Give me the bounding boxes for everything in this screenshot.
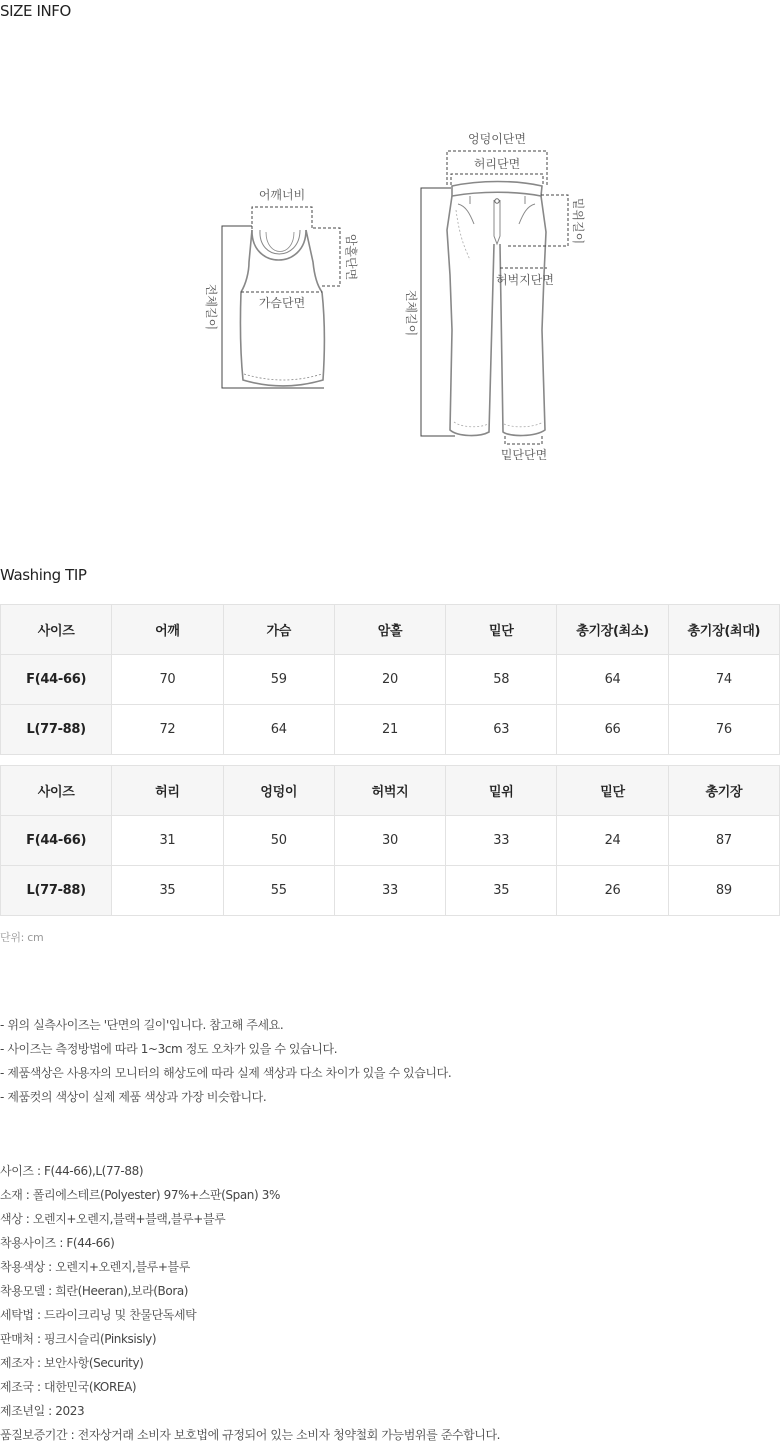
table-row-size: F(44-66)	[1, 816, 112, 866]
table-header-cell: 밑위	[446, 766, 557, 816]
table-cell: 70	[112, 655, 223, 705]
unit-note: 단위: cm	[0, 931, 44, 944]
table-cell: 89	[668, 866, 779, 916]
care-note: - 제품색상은 사용자의 모니터의 해상도에 따라 실제 색상과 다소 차이가 있을 수 있습니다.	[0, 1066, 452, 1080]
tank-chest-label: 가슴단면	[258, 296, 306, 310]
table-cell: 24	[557, 816, 668, 866]
tank-armhole-label: 암홀단면	[344, 233, 358, 281]
pants-details	[454, 210, 543, 427]
table-cell: 72	[112, 705, 223, 755]
pants-waist-label: 허리단면	[473, 157, 521, 171]
product-info-item: 색상 : 오렌지+오렌지,블랙+블랙,블루+블루	[0, 1212, 226, 1226]
table-cell: 55	[223, 866, 334, 916]
table-row	[1, 816, 780, 866]
table-row	[1, 705, 780, 755]
table-header-cell: 허리	[112, 766, 223, 816]
table-cell: 64	[223, 705, 334, 755]
pants-length-label: 전체길이	[404, 289, 418, 337]
care-note: - 사이즈는 측정방법에 따라 1~3cm 정도 오차가 있을 수 있습니다.	[0, 1042, 338, 1056]
pants-button	[495, 199, 499, 203]
pants-hip-label: 엉덩이단면	[468, 132, 526, 146]
table-header-cell: 밑단	[446, 605, 557, 655]
table-cell: 63	[446, 705, 557, 755]
care-note: - 위의 실측사이즈는 '단면의 길이'입니다. 참고해 주세요.	[0, 1018, 284, 1032]
product-info-item: 판매처 : 핑크시슬리(Pinksisly)	[0, 1332, 157, 1346]
table-header-cell: 암홀	[334, 605, 445, 655]
care-notes-list	[0, 1013, 451, 1109]
product-info-item: 착용모델 : 희란(Heeran),보라(Bora)	[0, 1284, 189, 1298]
pants-rise-label: 밑위길이	[571, 197, 585, 245]
table-header-cell: 엉덩이	[223, 766, 334, 816]
table-cell: 31	[112, 816, 223, 866]
size-info-title: SIZE INFO	[0, 2, 71, 20]
product-info-item: 소재 : 폴리에스테르(Polyester) 97%+스판(Span) 3%	[0, 1188, 280, 1202]
product-info-list	[0, 1159, 500, 1447]
table-cell: 30	[334, 816, 445, 866]
product-info-item: 착용사이즈 : F(44-66)	[0, 1236, 115, 1250]
table-cell: 66	[557, 705, 668, 755]
washing-tip-title: Washing TIP	[0, 566, 87, 584]
table-cell: 35	[112, 866, 223, 916]
care-note: - 제품컷의 색상이 실제 제품 색상과 가장 비슷합니다.	[0, 1090, 267, 1104]
table-cell: 58	[446, 655, 557, 705]
table-cell: 87	[668, 816, 779, 866]
pants-hem-label: 밑단단면	[500, 448, 548, 462]
product-info-item: 착용색상 : 오렌지+오렌지,블루+블루	[0, 1260, 190, 1274]
table-header-cell: 사이즈	[1, 605, 112, 655]
bottom-size-table	[0, 765, 780, 916]
table-cell: 35	[446, 866, 557, 916]
product-info-item: 세탁법 : 드라이크리닝 및 찬물단독세탁	[0, 1308, 197, 1322]
table-cell: 21	[334, 705, 445, 755]
product-info-item: 사이즈 : F(44-66),L(77-88)	[0, 1164, 144, 1178]
table-cell: 59	[223, 655, 334, 705]
product-info-item: 제조국 : 대한민국(KOREA)	[0, 1380, 137, 1394]
table-cell: 20	[334, 655, 445, 705]
table-header-cell: 총기장(최대)	[668, 605, 779, 655]
product-info-item: 제조자 : 보안사항(Security)	[0, 1356, 144, 1370]
top-size-table	[0, 604, 780, 755]
product-info-item: 제조년일 : 2023	[0, 1404, 85, 1418]
product-info-item: 품질보증기간 : 전자상거래 소비자 보호법에 규정되어 있는 소비자 청약철회 가능범위를 준수합니다.	[0, 1428, 501, 1442]
table-row-size: L(77-88)	[1, 866, 112, 916]
pants-illustration	[447, 182, 546, 436]
table-header-row	[1, 766, 780, 816]
table-row-size: L(77-88)	[1, 705, 112, 755]
table-row	[1, 866, 780, 916]
table-cell: 33	[334, 866, 445, 916]
table-cell: 50	[223, 816, 334, 866]
table-cell: 74	[668, 655, 779, 705]
pants-thigh-label: 허벅지단면	[496, 273, 554, 287]
table-cell: 76	[668, 705, 779, 755]
table-header-cell: 밑단	[557, 766, 668, 816]
table-header-cell: 총기장	[668, 766, 779, 816]
table-header-cell: 사이즈	[1, 766, 112, 816]
table-header-cell: 가슴	[223, 605, 334, 655]
table-header-cell: 어깨	[112, 605, 223, 655]
tank-length-label: 전체길이	[204, 283, 218, 331]
table-row	[1, 655, 780, 705]
table-header-cell: 허벅지	[334, 766, 445, 816]
table-header-cell: 총기장(최소)	[557, 605, 668, 655]
size-diagram	[0, 120, 780, 480]
pants-measure-lines	[421, 151, 568, 444]
table-cell: 26	[557, 866, 668, 916]
table-cell: 64	[557, 655, 668, 705]
table-row-size: F(44-66)	[1, 655, 112, 705]
tank-shoulder-label: 어깨너비	[258, 188, 306, 202]
table-header-row	[1, 605, 780, 655]
table-cell: 33	[446, 816, 557, 866]
